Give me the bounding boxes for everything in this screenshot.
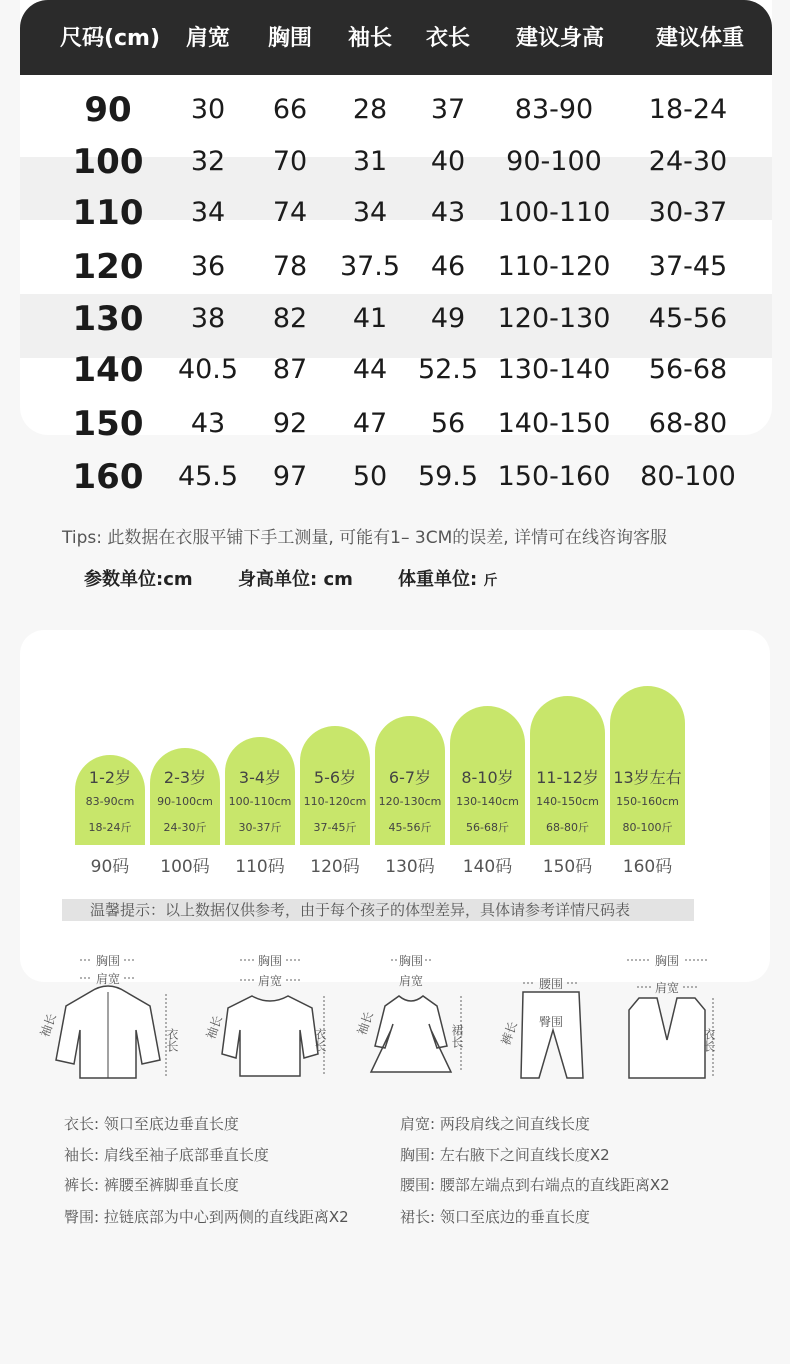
- pants-hip-label: 臀围: [538, 1015, 564, 1029]
- sweater-shoulder-label: 肩宽: [257, 974, 283, 988]
- definition-term: 裙长:: [400, 1208, 436, 1226]
- age-pill: [75, 755, 145, 845]
- cell-sleeve: 28: [352, 94, 388, 125]
- cell-length: 52.5: [417, 354, 479, 385]
- height-range: 140-150cm: [536, 795, 599, 808]
- weight-range: 24-30斤: [163, 821, 207, 834]
- definition-text: 肩线至袖子底部垂直长度: [103, 1146, 269, 1164]
- cell-weight: 24-30: [648, 146, 728, 177]
- cell-shoulder: 34: [190, 197, 226, 228]
- height-range: 100-110cm: [228, 795, 292, 808]
- table-row: [0, 399, 790, 449]
- cell-height: 83-90: [514, 94, 594, 125]
- jacket-shoulder-label: 肩宽: [95, 972, 121, 986]
- cell-chest: 82: [272, 303, 308, 334]
- definition-term: 肩宽:: [400, 1115, 436, 1133]
- table-row: [0, 242, 790, 292]
- weight-unit: [398, 565, 497, 591]
- cell-height: 150-160: [497, 461, 611, 492]
- age-label: 6-7岁: [388, 768, 432, 787]
- jacket-figure: [30, 950, 180, 1090]
- weight-range: 80-100斤: [622, 821, 673, 834]
- size-code: 110码: [235, 857, 285, 877]
- pants-length-label: 裤长: [498, 1019, 521, 1048]
- cell-height: 140-150: [497, 408, 611, 439]
- cell-weight: 80-100: [640, 461, 736, 492]
- cell-length: 37: [430, 94, 466, 125]
- table-row: [0, 137, 790, 187]
- age-pill: [450, 706, 525, 845]
- header-shoulder: 肩宽: [185, 26, 230, 51]
- cell-sleeve: 37.5: [339, 251, 401, 282]
- cell-length: 43: [430, 197, 466, 228]
- dress-shoulder-label: 肩宽: [398, 974, 424, 988]
- cell-length: 56: [430, 408, 466, 439]
- height-range: 150-160cm: [616, 795, 679, 808]
- cell-sleeve: 41: [352, 303, 388, 334]
- definition-text: 领口至底边的垂直长度: [439, 1208, 590, 1226]
- definition-term: 胸围:: [400, 1146, 436, 1164]
- age-label: 1-2岁: [88, 768, 132, 787]
- cell-size: 130: [72, 299, 144, 339]
- cell-size: 160: [72, 457, 144, 497]
- cell-shoulder: 45.5: [177, 461, 239, 492]
- cell-height: 120-130: [497, 303, 611, 334]
- cell-shoulder: 38: [190, 303, 226, 334]
- cell-shoulder: 40.5: [177, 354, 239, 385]
- cell-sleeve: 34: [352, 197, 388, 228]
- notice-bar: 温馨提示：以上数据仅供参考，由于每个孩子的体型差异，具体请参考详情尺码表: [62, 899, 694, 921]
- weight-unit-label: 体重单位:: [398, 569, 478, 590]
- jacket-chest-label: 胸围: [95, 954, 121, 968]
- definition-item: [64, 1206, 349, 1227]
- dress-icon: [355, 950, 505, 1090]
- table-row: [0, 294, 790, 344]
- cell-size: 120: [72, 247, 144, 287]
- definition-text: 两段肩线之间直线长度: [439, 1115, 590, 1133]
- size-code: 130码: [385, 857, 435, 877]
- header-chest: 胸围: [267, 26, 312, 51]
- age-label: 5-6岁: [313, 768, 357, 787]
- height-range: 110-120cm: [303, 795, 367, 808]
- vest-figure: [615, 950, 765, 1090]
- jacket-icon: [30, 950, 180, 1090]
- cell-length: 46: [430, 251, 466, 282]
- dress-length-label: 裙长: [450, 1024, 464, 1048]
- age-pill: [610, 686, 685, 845]
- cell-height: 90-100: [506, 146, 602, 177]
- age-label: 11-12岁: [536, 768, 599, 787]
- cell-shoulder: 32: [190, 146, 226, 177]
- age-pill: [530, 696, 605, 845]
- definition-term: 衣长:: [64, 1115, 100, 1133]
- cell-size: 140: [72, 350, 144, 390]
- table-row: [0, 188, 790, 238]
- cell-chest: 97: [272, 461, 308, 492]
- cell-weight: 56-68: [648, 354, 728, 385]
- tips-text: Tips: 此数据在衣服平铺下手工测量, 可能有1– 3CM的误差, 详情可在线咨询客服: [62, 528, 668, 548]
- definition-item: [64, 1174, 239, 1195]
- table-row: [0, 85, 790, 135]
- weight-range: 37-45斤: [313, 821, 357, 834]
- definition-item: [400, 1113, 590, 1134]
- sweater-length-label: 衣长: [313, 1028, 327, 1052]
- cell-length: 40: [430, 146, 466, 177]
- vest-shoulder-label: 肩宽: [654, 981, 680, 995]
- age-label: 2-3岁: [163, 768, 207, 787]
- cell-height: 100-110: [497, 197, 611, 228]
- cell-length: 59.5: [417, 461, 479, 492]
- definition-term: 裤长:: [64, 1176, 100, 1194]
- cell-sleeve: 31: [352, 146, 388, 177]
- height-range: 90-100cm: [157, 795, 213, 808]
- cell-chest: 74: [272, 197, 308, 228]
- cell-shoulder: 36: [190, 251, 226, 282]
- cell-chest: 78: [272, 251, 308, 282]
- pants-waist-label: 腰围: [538, 977, 564, 991]
- cell-size: 150: [72, 404, 144, 444]
- height-unit: 身高单位: cm: [238, 569, 353, 590]
- sweater-sleeve-label: 袖长: [203, 1013, 226, 1042]
- sweater-chest-label: 胸围: [257, 954, 283, 968]
- weight-unit-value: 斤: [483, 573, 498, 589]
- age-pill: [300, 726, 370, 845]
- weight-range: 30-37斤: [238, 821, 282, 834]
- dress-figure: [355, 950, 505, 1090]
- table-row: [0, 452, 790, 502]
- definition-term: 臀围:: [64, 1208, 100, 1226]
- cell-weight: 37-45: [648, 251, 728, 282]
- definition-term: 腰围:: [400, 1176, 436, 1194]
- size-code: 90码: [90, 857, 130, 877]
- cell-size: 100: [72, 142, 144, 182]
- vest-icon: [615, 950, 765, 1090]
- header-weight: 建议体重: [655, 26, 744, 51]
- definition-text: 左右腋下之间直线长度X2: [439, 1146, 610, 1164]
- size-code: 160码: [622, 857, 673, 877]
- definition-item: [400, 1206, 590, 1227]
- definition-text: 领口至底边垂直长度: [103, 1115, 239, 1133]
- header-length: 衣长: [425, 26, 470, 51]
- weight-range: 68-80斤: [546, 821, 589, 834]
- cell-weight: 68-80: [648, 408, 728, 439]
- cell-chest: 66: [272, 94, 308, 125]
- header-sleeve: 袖长: [347, 26, 392, 51]
- age-label: 3-4岁: [238, 768, 282, 787]
- height-range: 120-130cm: [378, 795, 442, 808]
- vest-chest-label: 胸围: [654, 954, 680, 968]
- sweater-icon: [200, 950, 350, 1090]
- cell-chest: 92: [272, 408, 308, 439]
- table-header: [20, 0, 772, 75]
- header-size: 尺码(cm): [59, 26, 161, 51]
- weight-range: 18-24斤: [88, 821, 132, 834]
- dress-chest-label: 胸围: [398, 954, 424, 968]
- definition-item: [64, 1144, 269, 1165]
- cell-weight: 30-37: [648, 197, 728, 228]
- cell-shoulder: 30: [190, 94, 226, 125]
- cell-size: 110: [72, 193, 144, 233]
- header-height: 建议身高: [515, 26, 604, 51]
- vest-length-label: 衣长: [702, 1028, 716, 1052]
- definition-text: 拉链底部为中心到两侧的直线距离X2: [103, 1208, 349, 1226]
- cell-height: 130-140: [497, 354, 611, 385]
- height-range: 130-140cm: [456, 795, 519, 808]
- definition-text: 裤腰至裤脚垂直长度: [103, 1176, 239, 1194]
- age-pill: [225, 737, 295, 845]
- cell-weight: 18-24: [648, 94, 728, 125]
- age-label: 13岁左右: [613, 768, 682, 787]
- size-code: 140码: [462, 857, 513, 877]
- cell-sleeve: 47: [352, 408, 388, 439]
- size-code: 100码: [160, 857, 210, 877]
- cell-size: 90: [84, 90, 132, 130]
- param-unit: 参数单位:cm: [84, 569, 193, 590]
- cell-chest: 70: [272, 146, 308, 177]
- size-code: 150码: [542, 857, 593, 877]
- cell-chest: 87: [272, 354, 308, 385]
- cell-shoulder: 43: [190, 408, 226, 439]
- cell-length: 49: [430, 303, 466, 334]
- age-pill: [150, 748, 220, 845]
- cell-weight: 45-56: [648, 303, 728, 334]
- definition-item: [400, 1174, 670, 1195]
- definition-term: 袖长:: [64, 1146, 100, 1164]
- age-pill: [375, 716, 445, 845]
- cell-sleeve: 50: [352, 461, 388, 492]
- height-range: 83-90cm: [85, 795, 135, 808]
- definition-item: [400, 1144, 610, 1165]
- table-row: [0, 345, 790, 395]
- weight-range: 45-56斤: [388, 821, 432, 834]
- weight-range: 56-68斤: [466, 821, 509, 834]
- jacket-length-label: 衣长: [165, 1028, 179, 1052]
- size-code: 120码: [310, 857, 360, 877]
- age-label: 8-10岁: [461, 768, 514, 787]
- cell-sleeve: 44: [352, 354, 388, 385]
- definition-text: 腰部左端点到右端点的直线距离X2: [439, 1176, 670, 1194]
- definition-item: [64, 1113, 239, 1134]
- dress-sleeve-label: 袖长: [354, 1009, 377, 1038]
- sweater-figure: [200, 950, 350, 1090]
- cell-height: 110-120: [497, 251, 611, 282]
- jacket-sleeve-label: 袖长: [37, 1011, 60, 1040]
